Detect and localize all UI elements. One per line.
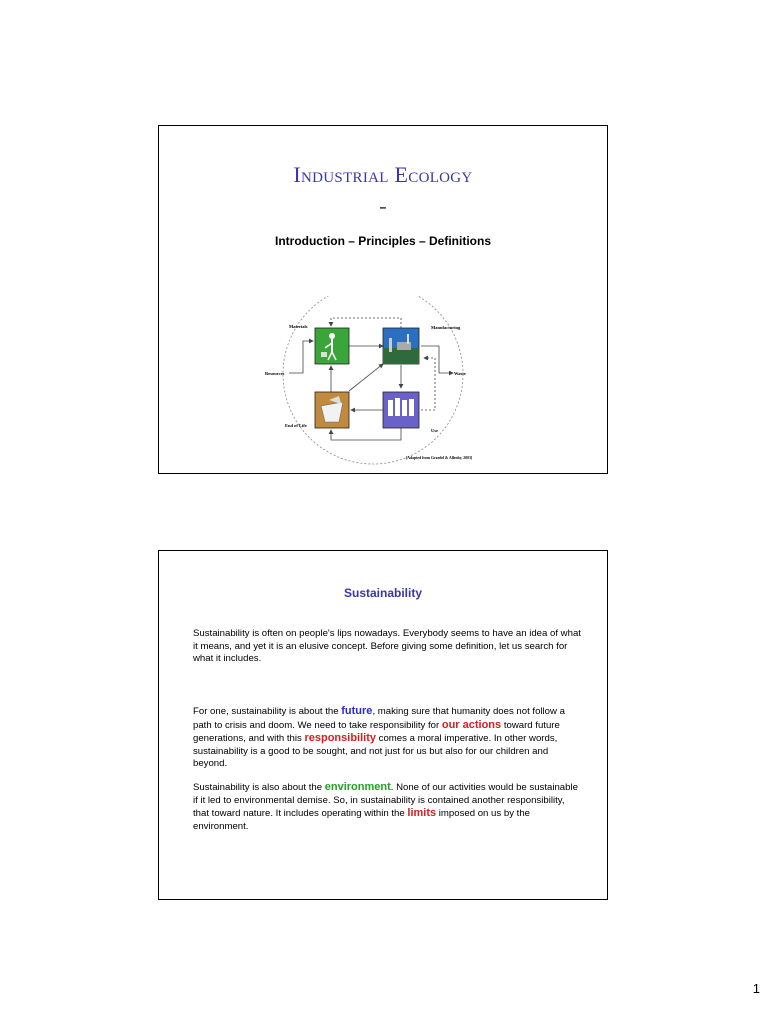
text-run: , making sure that humanity does not follow a path to crisis and doom. We need to take responsibility for xyxy=(193,706,565,731)
resources-flow xyxy=(289,341,313,373)
text-run: toward future generations, and with this xyxy=(193,719,560,744)
recycle-top xyxy=(331,318,401,328)
recycle-bottom xyxy=(331,428,401,440)
paragraph-intro: Sustainability is often on people's lips nowadays. Everybody seems to have an idea of what it means, and yet it is an elusive concept. Before giving some definition, let us search for what it includes. xyxy=(193,628,581,664)
page-number: 1 xyxy=(752,981,760,996)
label-end-of-life: End of Life xyxy=(285,423,307,428)
diagram-source: [Adapted from Graedel & Allenby, 2003] xyxy=(406,456,473,460)
slide-title: Industrial Ecology xyxy=(293,162,473,187)
waste-flow xyxy=(421,346,453,373)
reuse-right xyxy=(421,358,435,410)
materials-box xyxy=(315,328,349,364)
label-resources: Resources xyxy=(265,371,285,376)
slide-title: Sustainability xyxy=(343,586,423,600)
text-run: For one, sustainability is about the xyxy=(193,706,342,717)
label-waste: Waste xyxy=(454,371,466,376)
end-of-life-box xyxy=(315,392,349,428)
text-run: imposed on us by the environment. xyxy=(193,808,530,832)
slide-subtitle: Introduction – Principles – Definitions xyxy=(274,234,492,248)
manufacturing-box xyxy=(383,328,419,364)
label-manufacturing: Manufacturing xyxy=(431,325,461,330)
lifecycle-diagram xyxy=(259,296,509,466)
flow-arrow xyxy=(349,364,383,391)
slide-industrial-ecology xyxy=(158,125,608,474)
text-run: Sustainability is also about the xyxy=(193,782,325,793)
highlight-limits: limits xyxy=(407,807,437,819)
highlight-our-actions: our actions xyxy=(441,718,502,731)
highlight-future: future xyxy=(341,705,373,717)
paragraph-environment xyxy=(193,781,583,833)
highlight-environment: environment xyxy=(324,781,391,793)
system-boundary-circle xyxy=(283,296,463,464)
title-dash: – xyxy=(379,200,387,214)
use-box xyxy=(383,392,419,428)
text-run: . None of our activities would be sustainable if it led to environmental demise. So, in sustainability is contained another responsibility, that toward nature. It includes operating within the xyxy=(193,782,578,819)
text-run: comes a moral imperative. In other words, sustainability is a good to be sought, and not just for us but also for our children and beyond. xyxy=(193,733,558,769)
slide-sustainability xyxy=(158,550,608,900)
label-materials: Materials xyxy=(289,324,308,329)
paragraph-future xyxy=(193,705,583,771)
highlight-responsibility: responsibility xyxy=(304,732,376,744)
label-use: Use xyxy=(431,428,438,433)
